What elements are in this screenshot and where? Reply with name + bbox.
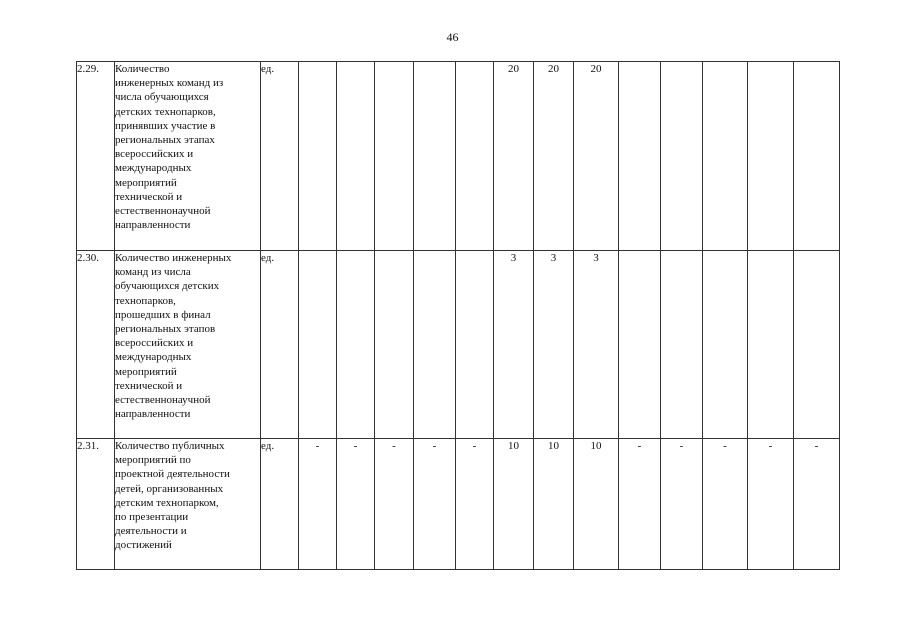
value-cell: - xyxy=(456,439,494,570)
value-cell: - xyxy=(661,439,703,570)
description-line: детским технопарком, xyxy=(115,496,219,509)
value-cell xyxy=(794,251,840,439)
value-cell xyxy=(456,62,494,251)
value-cell: - xyxy=(619,439,661,570)
description-line: принявших участие в xyxy=(115,119,216,132)
value-cell xyxy=(748,251,794,439)
value-cell xyxy=(375,62,414,251)
description-line: команд из числа xyxy=(115,266,191,279)
unit-cell: ед. xyxy=(261,251,299,439)
value-cell: - xyxy=(414,439,456,570)
description-line: мероприятий xyxy=(115,176,177,189)
value-cell xyxy=(414,251,456,439)
value-cell: 3 xyxy=(494,251,534,439)
description-line: направленности xyxy=(115,408,191,421)
value-cell xyxy=(703,62,748,251)
indicator-description-cell xyxy=(115,439,261,570)
value-cell: 20 xyxy=(534,62,574,251)
value-cell: - xyxy=(703,439,748,570)
value-cell xyxy=(661,251,703,439)
description-line: числа обучающихся xyxy=(115,91,209,104)
value-cell: - xyxy=(375,439,414,570)
value-cell: 10 xyxy=(574,439,619,570)
page-number: 46 xyxy=(446,30,459,44)
table-row xyxy=(77,251,840,439)
description-line: международных xyxy=(115,162,192,175)
indicator-description-cell xyxy=(115,251,261,439)
description-line: Количество инженерных xyxy=(115,252,232,264)
description-line: мероприятий xyxy=(115,365,177,378)
value-cell: - xyxy=(748,439,794,570)
indicator-table xyxy=(76,61,840,570)
value-cell xyxy=(703,251,748,439)
value-cell xyxy=(375,251,414,439)
value-cell: 10 xyxy=(534,439,574,570)
indicator-description-cell xyxy=(115,62,261,251)
description-line: по презентации xyxy=(115,511,189,524)
description-line: технической и xyxy=(115,379,183,392)
value-cell: 3 xyxy=(534,251,574,439)
description-line: всероссийских и xyxy=(115,337,194,350)
description-line: естественнонаучной xyxy=(115,394,211,407)
value-cell xyxy=(456,251,494,439)
description-line: технопарков, xyxy=(115,294,176,307)
value-cell: - xyxy=(299,439,337,570)
value-cell xyxy=(794,62,840,251)
description-line: всероссийских и xyxy=(115,148,194,161)
value-cell: 20 xyxy=(574,62,619,251)
row-number-cell: 2.31. xyxy=(77,439,115,570)
description-line: прошедших в финал xyxy=(115,308,211,321)
value-cell xyxy=(661,62,703,251)
value-cell: - xyxy=(337,439,375,570)
unit-cell: ед. xyxy=(261,62,299,251)
description-line: инженерных команд из xyxy=(115,77,224,90)
value-cell xyxy=(619,251,661,439)
value-cell: 20 xyxy=(494,62,534,251)
description-line: международных xyxy=(115,351,192,364)
description-line: достижений xyxy=(115,539,172,552)
value-cell xyxy=(299,251,337,439)
value-cell: - xyxy=(794,439,840,570)
description-line: детей, организованных xyxy=(115,482,224,495)
description-line: технической и xyxy=(115,190,183,203)
row-number-cell: 2.29. xyxy=(77,62,115,251)
value-cell xyxy=(337,62,375,251)
value-cell xyxy=(337,251,375,439)
description-line: обучающихся детских xyxy=(115,280,220,293)
description-line: региональных этапов xyxy=(115,323,216,336)
unit-cell: ед. xyxy=(261,439,299,570)
table-row xyxy=(77,439,840,570)
value-cell: 10 xyxy=(494,439,534,570)
value-cell xyxy=(619,62,661,251)
table-row xyxy=(77,62,840,251)
description-line: направленности xyxy=(115,219,191,232)
description-line: мероприятий по xyxy=(115,454,191,467)
description-line: проектной деятельности xyxy=(115,468,230,481)
description-line: естественнонаучной xyxy=(115,205,211,218)
row-number-cell: 2.30. xyxy=(77,251,115,439)
description-line: деятельности и xyxy=(115,525,187,538)
value-cell xyxy=(414,62,456,251)
description-line: региональных этапах xyxy=(115,134,215,147)
description-line: Количество xyxy=(115,63,170,75)
value-cell xyxy=(299,62,337,251)
table-body xyxy=(77,62,840,570)
value-cell: 3 xyxy=(574,251,619,439)
description-line: детских технопарков, xyxy=(115,105,216,118)
value-cell xyxy=(748,62,794,251)
description-line: Количество публичных xyxy=(115,440,225,452)
